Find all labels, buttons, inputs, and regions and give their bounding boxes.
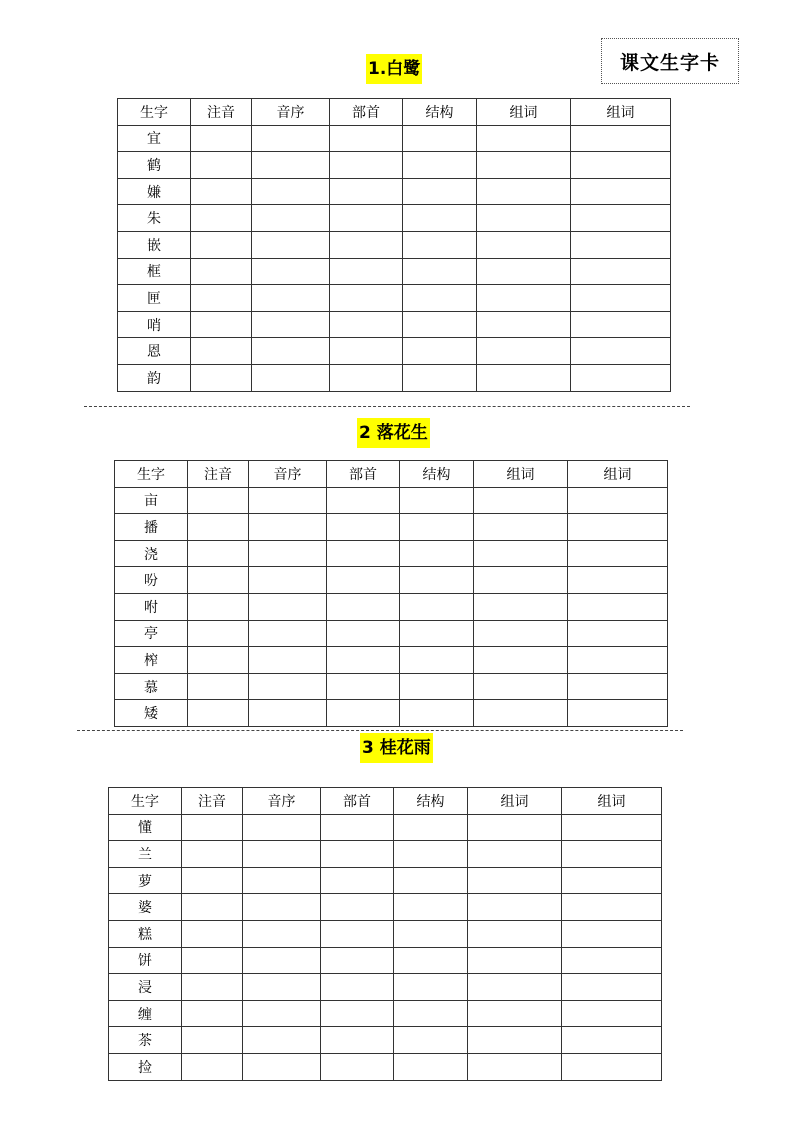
blank-cell	[252, 178, 330, 205]
blank-cell	[191, 311, 252, 338]
blank-cell	[474, 673, 568, 700]
table-row	[115, 487, 668, 514]
blank-cell	[394, 867, 468, 894]
blank-cell	[252, 364, 330, 391]
vocab-table	[117, 98, 671, 392]
blank-cell	[562, 1000, 662, 1027]
blank-cell	[243, 841, 321, 868]
blank-cell	[394, 947, 468, 974]
blank-cell	[243, 920, 321, 947]
table-row	[115, 700, 668, 727]
blank-cell	[403, 178, 477, 205]
character-cell: 浸	[109, 974, 182, 1001]
column-header: 组词	[568, 461, 668, 488]
blank-cell	[191, 258, 252, 285]
blank-cell	[191, 364, 252, 391]
blank-cell	[191, 178, 252, 205]
blank-cell	[321, 1027, 394, 1054]
blank-cell	[252, 125, 330, 152]
blank-cell	[188, 620, 249, 647]
blank-cell	[400, 567, 474, 594]
blank-cell	[394, 1000, 468, 1027]
blank-cell	[321, 974, 394, 1001]
blank-cell	[327, 593, 400, 620]
table-row	[109, 1000, 662, 1027]
blank-cell	[321, 841, 394, 868]
blank-cell	[468, 1053, 562, 1080]
character-cell: 捡	[109, 1053, 182, 1080]
table-row	[118, 364, 671, 391]
blank-cell	[252, 231, 330, 258]
table-row	[118, 258, 671, 285]
character-cell: 茶	[109, 1027, 182, 1054]
blank-cell	[403, 125, 477, 152]
blank-cell	[327, 540, 400, 567]
blank-cell	[568, 620, 668, 647]
character-cell: 吩	[115, 567, 188, 594]
blank-cell	[249, 673, 327, 700]
blank-cell	[568, 593, 668, 620]
blank-cell	[188, 673, 249, 700]
blank-cell	[403, 258, 477, 285]
column-header: 组词	[477, 99, 571, 126]
table-row	[115, 620, 668, 647]
blank-cell	[571, 258, 671, 285]
blank-cell	[182, 920, 243, 947]
table-row	[115, 514, 668, 541]
character-cell: 恩	[118, 338, 191, 365]
blank-cell	[400, 673, 474, 700]
blank-cell	[568, 487, 668, 514]
blank-cell	[400, 700, 474, 727]
blank-cell	[321, 1053, 394, 1080]
character-cell: 榨	[115, 647, 188, 674]
blank-cell	[468, 974, 562, 1001]
column-header: 注音	[188, 461, 249, 488]
blank-cell	[474, 700, 568, 727]
table-row	[118, 125, 671, 152]
blank-cell	[562, 841, 662, 868]
character-cell: 匣	[118, 285, 191, 312]
section-title: 1.白鹭	[366, 54, 422, 84]
blank-cell	[568, 647, 668, 674]
column-header: 音序	[249, 461, 327, 488]
blank-cell	[468, 814, 562, 841]
blank-cell	[394, 974, 468, 1001]
blank-cell	[568, 700, 668, 727]
blank-cell	[330, 285, 403, 312]
blank-cell	[191, 125, 252, 152]
blank-cell	[252, 338, 330, 365]
blank-cell	[182, 1027, 243, 1054]
blank-cell	[243, 1027, 321, 1054]
blank-cell	[568, 540, 668, 567]
blank-cell	[477, 364, 571, 391]
character-cell: 朱	[118, 205, 191, 232]
column-header: 组词	[562, 788, 662, 815]
blank-cell	[327, 514, 400, 541]
blank-cell	[191, 231, 252, 258]
blank-cell	[243, 947, 321, 974]
column-header: 注音	[182, 788, 243, 815]
blank-cell	[188, 700, 249, 727]
blank-cell	[321, 867, 394, 894]
blank-cell	[182, 867, 243, 894]
section-divider	[84, 406, 690, 407]
blank-cell	[249, 514, 327, 541]
character-cell: 懂	[109, 814, 182, 841]
blank-cell	[252, 285, 330, 312]
blank-cell	[571, 178, 671, 205]
blank-cell	[188, 567, 249, 594]
table-row	[109, 1027, 662, 1054]
blank-cell	[327, 620, 400, 647]
blank-cell	[330, 205, 403, 232]
blank-cell	[468, 920, 562, 947]
blank-cell	[568, 567, 668, 594]
character-cell: 慕	[115, 673, 188, 700]
table-row	[109, 947, 662, 974]
blank-cell	[468, 867, 562, 894]
blank-cell	[562, 814, 662, 841]
table-row	[109, 814, 662, 841]
blank-cell	[568, 673, 668, 700]
column-header: 部首	[330, 99, 403, 126]
blank-cell	[468, 1000, 562, 1027]
blank-cell	[249, 487, 327, 514]
blank-cell	[403, 311, 477, 338]
table-row	[118, 152, 671, 179]
blank-cell	[243, 867, 321, 894]
blank-cell	[252, 258, 330, 285]
blank-cell	[249, 700, 327, 727]
blank-cell	[330, 152, 403, 179]
blank-cell	[477, 258, 571, 285]
blank-cell	[562, 894, 662, 921]
section-title: 3 桂花雨	[360, 733, 433, 763]
blank-cell	[321, 947, 394, 974]
blank-cell	[330, 231, 403, 258]
column-header: 组词	[571, 99, 671, 126]
blank-cell	[403, 231, 477, 258]
blank-cell	[191, 152, 252, 179]
blank-cell	[327, 647, 400, 674]
column-header: 生字	[115, 461, 188, 488]
blank-cell	[571, 231, 671, 258]
blank-cell	[243, 894, 321, 921]
blank-cell	[182, 1053, 243, 1080]
section-title: 2 落花生	[357, 418, 430, 448]
character-cell: 矮	[115, 700, 188, 727]
blank-cell	[249, 567, 327, 594]
blank-cell	[327, 487, 400, 514]
character-cell: 缠	[109, 1000, 182, 1027]
character-cell: 饼	[109, 947, 182, 974]
column-header: 组词	[474, 461, 568, 488]
table-row	[115, 540, 668, 567]
blank-cell	[562, 867, 662, 894]
blank-cell	[191, 338, 252, 365]
blank-cell	[477, 125, 571, 152]
blank-cell	[330, 338, 403, 365]
blank-cell	[474, 540, 568, 567]
blank-cell	[571, 311, 671, 338]
blank-cell	[188, 647, 249, 674]
header-row	[115, 461, 668, 488]
blank-cell	[321, 1000, 394, 1027]
blank-cell	[568, 514, 668, 541]
blank-cell	[562, 974, 662, 1001]
column-header: 结构	[400, 461, 474, 488]
column-header: 部首	[327, 461, 400, 488]
table-row	[118, 231, 671, 258]
character-cell: 亭	[115, 620, 188, 647]
blank-cell	[477, 311, 571, 338]
blank-cell	[327, 567, 400, 594]
blank-cell	[330, 125, 403, 152]
vocab-table	[108, 787, 662, 1081]
blank-cell	[330, 364, 403, 391]
blank-cell	[474, 567, 568, 594]
blank-cell	[403, 338, 477, 365]
character-cell: 糕	[109, 920, 182, 947]
blank-cell	[474, 647, 568, 674]
table-row	[118, 178, 671, 205]
table-row	[115, 567, 668, 594]
card-title: 课文生字卡	[601, 38, 739, 84]
blank-cell	[327, 673, 400, 700]
table-row	[118, 311, 671, 338]
blank-cell	[394, 1053, 468, 1080]
blank-cell	[243, 1000, 321, 1027]
blank-cell	[400, 593, 474, 620]
table-row	[118, 285, 671, 312]
blank-cell	[191, 285, 252, 312]
blank-cell	[191, 205, 252, 232]
blank-cell	[188, 593, 249, 620]
table-row	[118, 338, 671, 365]
blank-cell	[252, 152, 330, 179]
character-cell: 兰	[109, 841, 182, 868]
character-cell: 婆	[109, 894, 182, 921]
table-row	[109, 1053, 662, 1080]
blank-cell	[403, 364, 477, 391]
blank-cell	[394, 894, 468, 921]
blank-cell	[182, 894, 243, 921]
character-cell: 播	[115, 514, 188, 541]
blank-cell	[400, 540, 474, 567]
column-header: 组词	[468, 788, 562, 815]
blank-cell	[188, 514, 249, 541]
blank-cell	[243, 814, 321, 841]
blank-cell	[571, 285, 671, 312]
blank-cell	[182, 841, 243, 868]
blank-cell	[477, 231, 571, 258]
column-header: 结构	[403, 99, 477, 126]
blank-cell	[562, 947, 662, 974]
column-header: 生字	[109, 788, 182, 815]
column-header: 部首	[321, 788, 394, 815]
blank-cell	[474, 620, 568, 647]
blank-cell	[182, 974, 243, 1001]
table-row	[115, 647, 668, 674]
blank-cell	[394, 920, 468, 947]
blank-cell	[252, 311, 330, 338]
character-cell: 嫌	[118, 178, 191, 205]
character-cell: 鹤	[118, 152, 191, 179]
blank-cell	[394, 1027, 468, 1054]
blank-cell	[243, 974, 321, 1001]
blank-cell	[468, 947, 562, 974]
blank-cell	[474, 593, 568, 620]
character-cell: 萝	[109, 867, 182, 894]
blank-cell	[330, 178, 403, 205]
table-row	[115, 673, 668, 700]
blank-cell	[400, 620, 474, 647]
character-cell: 咐	[115, 593, 188, 620]
character-cell: 亩	[115, 487, 188, 514]
blank-cell	[249, 620, 327, 647]
blank-cell	[403, 152, 477, 179]
blank-cell	[330, 258, 403, 285]
blank-cell	[403, 205, 477, 232]
blank-cell	[182, 1000, 243, 1027]
column-header: 音序	[243, 788, 321, 815]
column-header: 结构	[394, 788, 468, 815]
header-row	[118, 99, 671, 126]
blank-cell	[400, 487, 474, 514]
blank-cell	[182, 947, 243, 974]
blank-cell	[477, 285, 571, 312]
blank-cell	[477, 205, 571, 232]
blank-cell	[468, 841, 562, 868]
blank-cell	[394, 841, 468, 868]
blank-cell	[182, 814, 243, 841]
blank-cell	[571, 364, 671, 391]
blank-cell	[330, 311, 403, 338]
blank-cell	[188, 487, 249, 514]
table-row	[109, 920, 662, 947]
blank-cell	[321, 814, 394, 841]
blank-cell	[468, 1027, 562, 1054]
blank-cell	[562, 1027, 662, 1054]
character-cell: 哨	[118, 311, 191, 338]
table-row	[109, 841, 662, 868]
column-header: 注音	[191, 99, 252, 126]
blank-cell	[562, 1053, 662, 1080]
table-row	[109, 867, 662, 894]
blank-cell	[400, 647, 474, 674]
column-header: 生字	[118, 99, 191, 126]
blank-cell	[477, 338, 571, 365]
character-cell: 框	[118, 258, 191, 285]
blank-cell	[571, 125, 671, 152]
character-cell: 韵	[118, 364, 191, 391]
blank-cell	[249, 647, 327, 674]
blank-cell	[321, 894, 394, 921]
column-header: 音序	[252, 99, 330, 126]
blank-cell	[562, 920, 662, 947]
table-row	[115, 593, 668, 620]
blank-cell	[400, 514, 474, 541]
blank-cell	[403, 285, 477, 312]
blank-cell	[394, 814, 468, 841]
header-row	[109, 788, 662, 815]
blank-cell	[327, 700, 400, 727]
character-cell: 宜	[118, 125, 191, 152]
blank-cell	[188, 540, 249, 567]
blank-cell	[249, 540, 327, 567]
blank-cell	[571, 152, 671, 179]
blank-cell	[249, 593, 327, 620]
character-cell: 浇	[115, 540, 188, 567]
vocab-table	[114, 460, 668, 727]
blank-cell	[321, 920, 394, 947]
table-row	[118, 205, 671, 232]
blank-cell	[468, 894, 562, 921]
section-divider	[77, 730, 683, 731]
blank-cell	[474, 514, 568, 541]
table-row	[109, 974, 662, 1001]
blank-cell	[571, 338, 671, 365]
blank-cell	[571, 205, 671, 232]
blank-cell	[243, 1053, 321, 1080]
blank-cell	[252, 205, 330, 232]
character-cell: 嵌	[118, 231, 191, 258]
table-row	[109, 894, 662, 921]
blank-cell	[477, 178, 571, 205]
blank-cell	[474, 487, 568, 514]
blank-cell	[477, 152, 571, 179]
